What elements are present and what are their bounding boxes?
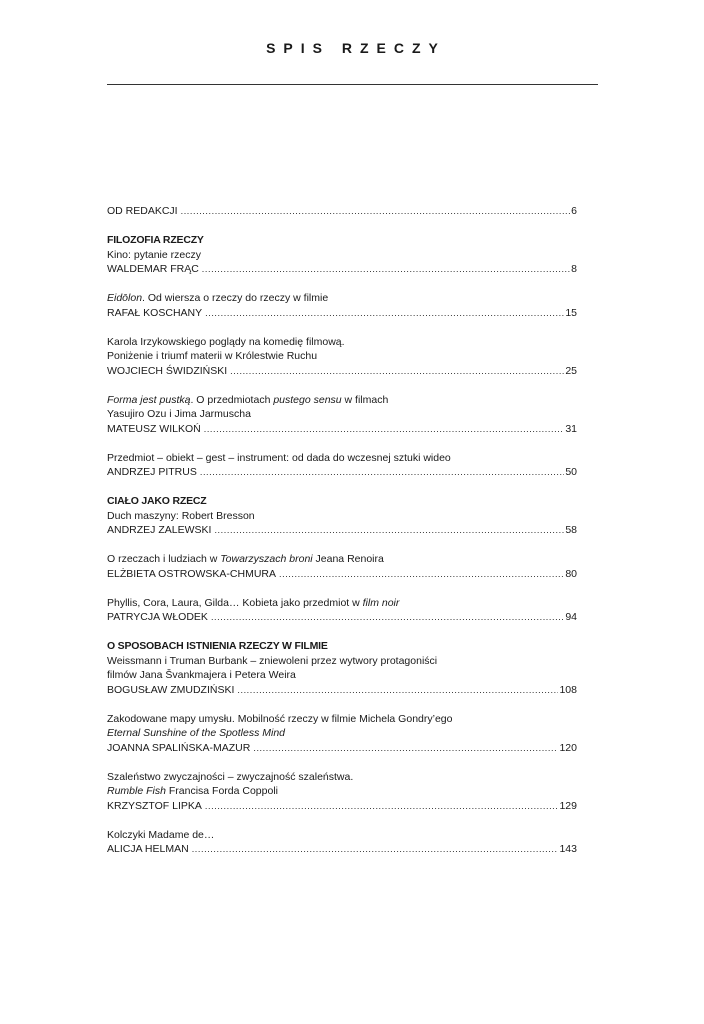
article-title-line — [107, 668, 577, 683]
section-heading: CIAŁO JAKO RZECZ — [107, 495, 207, 507]
title-fragment: . Od wiersza o rzeczy do rzeczy w filmie — [142, 292, 329, 304]
spacer — [107, 277, 577, 292]
toc-entry[interactable] — [107, 465, 577, 480]
title-fragment: . O przedmiotach — [190, 393, 274, 406]
title-fragment: Yasujiro Ozu i Jima Jarmuscha — [107, 408, 251, 420]
spacer — [107, 755, 577, 770]
toc-entry[interactable] — [107, 364, 577, 379]
entry-page-number: 8 — [571, 263, 577, 275]
toc-entry[interactable] — [107, 567, 577, 582]
entry-page-number: 108 — [559, 683, 577, 696]
toc-entry[interactable] — [107, 610, 577, 625]
entry-author: OD REDAKCJI — [107, 205, 178, 217]
article-title-line — [107, 712, 577, 727]
entry-author: MATEUSZ WILKOŃ — [107, 422, 201, 435]
spacer — [107, 697, 577, 712]
article-title-line — [107, 248, 577, 263]
title-fragment: Francisa Forda Coppoli — [165, 785, 278, 797]
toc-entry[interactable] — [107, 262, 577, 277]
dot-leader — [200, 465, 564, 480]
toc-entry[interactable] — [107, 799, 577, 814]
section-heading: FILOZOFIA RZECZY — [107, 234, 204, 246]
dot-leader — [214, 523, 564, 538]
spacer — [107, 625, 577, 640]
entry-page-number: 58 — [565, 524, 577, 536]
dot-leader — [181, 204, 571, 219]
spacer — [107, 581, 577, 596]
entry-author: WOJCIECH ŚWIDZIŃSKI — [107, 364, 228, 377]
article-title-line — [107, 828, 577, 843]
article-title-line — [107, 770, 577, 785]
table-of-contents — [107, 204, 577, 857]
spacer — [107, 436, 577, 451]
entry-author: WALDEMAR FRĄC — [107, 263, 199, 275]
toc-entry[interactable] — [107, 306, 577, 321]
spacer — [107, 219, 577, 234]
entry-page-number: 6 — [571, 205, 577, 217]
title-fragment: Szaleństwo zwyczajności – zwyczajność szaleństwa. — [107, 770, 354, 783]
article-title-line — [107, 451, 577, 466]
italic-title-fragment: Rumble Fish — [107, 785, 166, 797]
dot-leader — [205, 306, 564, 321]
italic-title-fragment: pustego sensu — [273, 393, 342, 406]
article-title-line — [107, 393, 577, 408]
title-fragment: w filmach — [341, 393, 389, 406]
title-fragment: Kolczyki Madame de… — [107, 828, 215, 841]
article-title-line — [107, 407, 577, 422]
toc-entry[interactable] — [107, 741, 577, 756]
italic-title-fragment: Eidōlon — [107, 292, 143, 304]
toc-entry[interactable] — [107, 683, 577, 698]
title-fragment: Poniżenie i triumf materii w Królestwie Ruchu — [107, 350, 318, 362]
title-fragment: Zakodowane mapy umysłu. Mobilność rzeczy w filmie Michela Gondry’ego — [107, 712, 453, 725]
article-title-line — [107, 335, 577, 350]
entry-page-number: 94 — [565, 611, 577, 623]
title-fragment: Jeana Renoira — [312, 553, 384, 565]
dot-leader — [202, 262, 570, 277]
title-fragment: Weissmann i Truman Burbank – zniewoleni przez wytwory protagoniści — [107, 654, 438, 667]
entry-author: ELŻBIETA OSTROWSKA-CHMURA — [107, 567, 276, 580]
toc-entry[interactable] — [107, 204, 577, 219]
entry-page-number: 50 — [565, 466, 577, 478]
article-title-line — [107, 291, 577, 306]
article-title-line — [107, 349, 577, 364]
entry-author: PATRYCJA WŁODEK — [107, 611, 208, 623]
title-divider — [107, 84, 598, 85]
dot-leader — [205, 799, 559, 814]
article-title-line — [107, 596, 577, 611]
article-title-line — [107, 552, 577, 567]
article-title-line — [107, 784, 577, 799]
spacer — [107, 538, 577, 553]
spacer — [107, 813, 577, 828]
spacer — [107, 320, 577, 335]
entry-author: RAFAŁ KOSCHANY — [107, 306, 203, 319]
italic-title-fragment: film noir — [362, 596, 400, 609]
article-title-line — [107, 509, 577, 524]
entry-author: JOANNA SPALIŃSKA-MAZUR — [107, 741, 251, 754]
dot-leader — [279, 567, 564, 582]
entry-page-number: 80 — [565, 567, 577, 580]
title-fragment: Phyllis, Cora, Laura, Gilda… Kobieta jako przedmiot w — [107, 596, 363, 609]
entry-page-number: 25 — [565, 364, 577, 377]
title-fragment: Duch maszyny: Robert Bresson — [107, 509, 255, 522]
entry-page-number: 15 — [565, 306, 577, 319]
italic-title-fragment: Eternal Sunshine of the Spotless Mind — [107, 727, 286, 739]
spacer — [107, 480, 577, 495]
section-heading: O SPOSOBACH ISTNIENIA RZECZY W FILMIE — [107, 640, 328, 652]
entry-page-number: 31 — [565, 422, 577, 435]
dot-leader — [253, 741, 558, 756]
title-fragment: Przedmiot – obiekt – gest – instrument: od dada do wczesnej sztuki wideo — [107, 451, 451, 464]
spacer — [107, 378, 577, 393]
toc-entry[interactable] — [107, 842, 577, 857]
dot-leader — [192, 842, 559, 857]
page-title: SPIS RZECZY — [266, 40, 446, 56]
toc-entry[interactable] — [107, 422, 577, 437]
entry-author: KRZYSZTOF LIPKA — [107, 799, 202, 812]
entry-author: ALICJA HELMAN — [107, 843, 189, 855]
toc-entry[interactable] — [107, 523, 577, 538]
dot-leader — [230, 364, 564, 379]
article-title-line — [107, 726, 577, 741]
dot-leader — [204, 422, 565, 437]
entry-author: ANDRZEJ PITRUS — [107, 466, 197, 478]
article-title-line — [107, 654, 577, 669]
entry-author: ANDRZEJ ZALEWSKI — [107, 524, 212, 536]
entry-page-number: 143 — [559, 843, 577, 855]
dot-leader — [237, 683, 558, 698]
title-fragment: Kino: pytanie rzeczy — [107, 248, 201, 261]
entry-author: BOGUSŁAW ZMUDZIŃSKI — [107, 683, 235, 696]
dot-leader — [211, 610, 564, 625]
title-fragment: Karola Irzykowskiego poglądy na komedię filmową. — [107, 335, 345, 348]
italic-title-fragment: Forma jest pustką — [107, 393, 191, 406]
title-fragment: filmów Jana Švankmajera i Petera Weira — [107, 669, 296, 681]
entry-page-number: 129 — [559, 799, 577, 812]
entry-page-number: 120 — [559, 741, 577, 754]
italic-title-fragment: Towarzyszach broni — [220, 553, 313, 565]
title-fragment: O rzeczach i ludziach w — [107, 553, 221, 565]
